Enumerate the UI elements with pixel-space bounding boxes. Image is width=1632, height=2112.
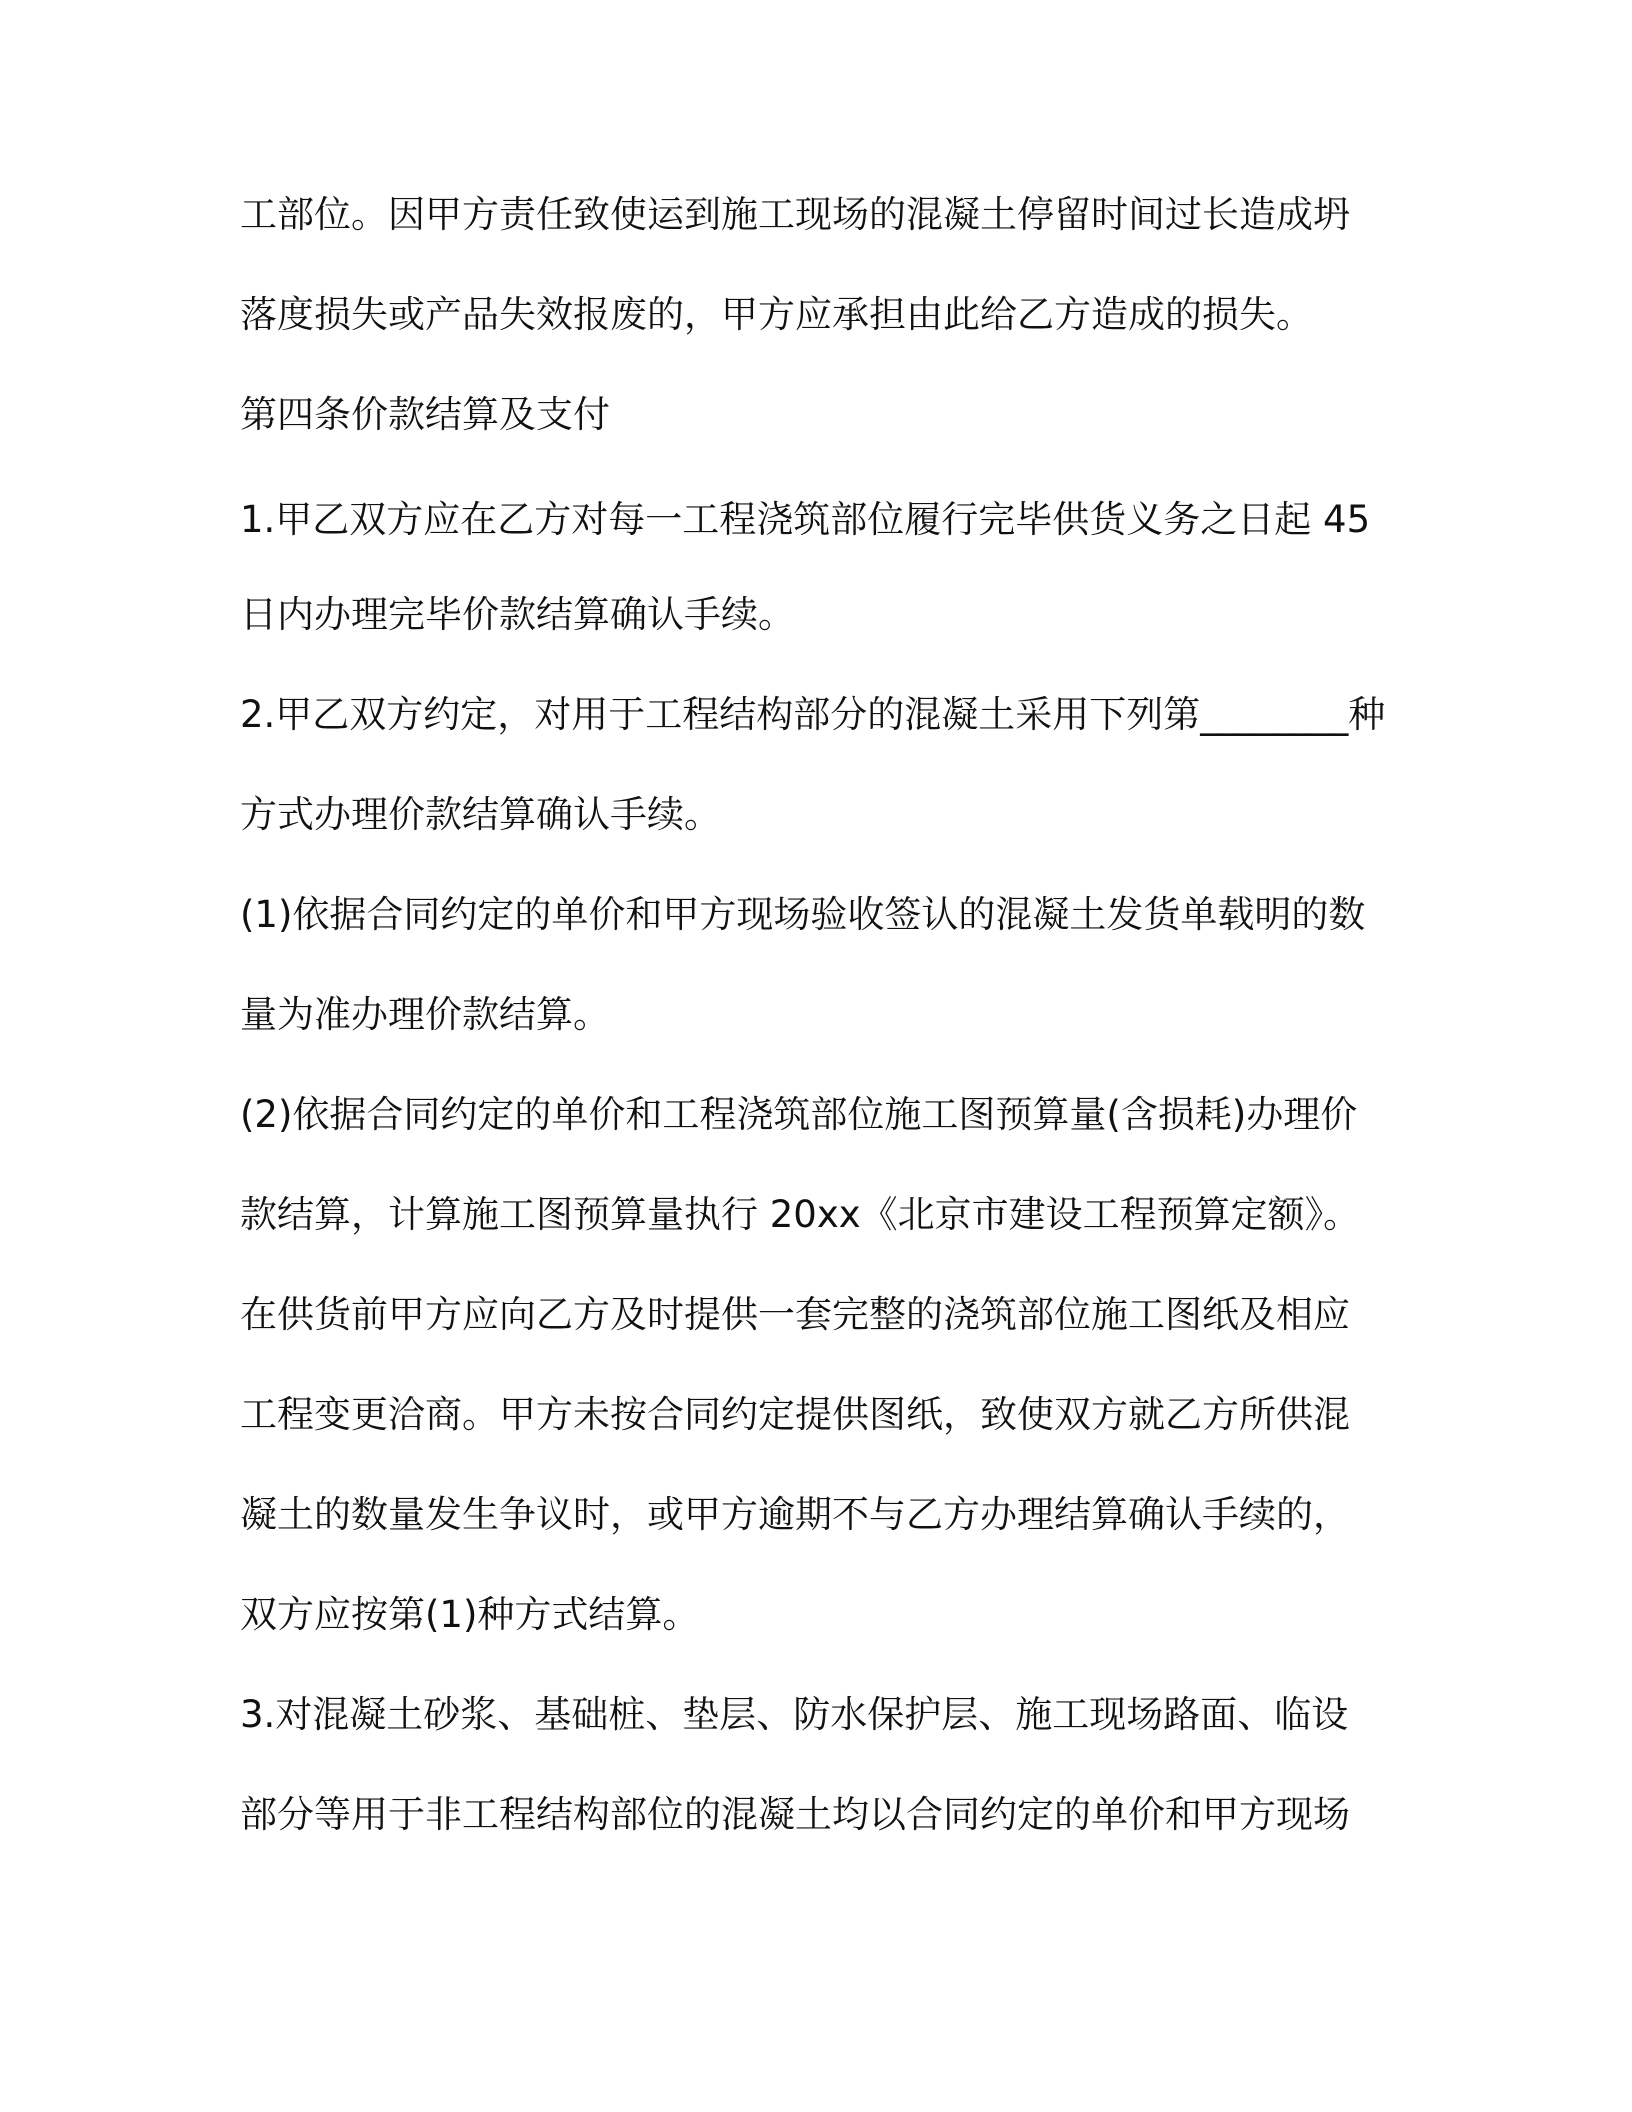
text-line: (1)依据合同约定的单价和甲方现场验收签认的混凝土发货单载明的数 — [240, 893, 1366, 936]
text-line: 3.对混凝土砂浆、基础桩、垫层、防水保护层、施工现场路面、临设 — [240, 1693, 1349, 1736]
text-line: 双方应按第(1)种方式结算。 — [240, 1593, 700, 1636]
text-line: 在供货前甲方应向乙方及时提供一套完整的浇筑部位施工图纸及相应 — [240, 1293, 1350, 1336]
text-line: 日内办理完毕价款结算确认手续。 — [240, 593, 795, 636]
text-line: 落度损失或产品失效报废的，甲方应承担由此给乙方造成的损失。 — [240, 293, 1313, 336]
text-line: 工程变更洽商。甲方未按合同约定提供图纸，致使双方就乙方所供混 — [240, 1393, 1350, 1436]
text-line: 1.甲乙双方应在乙方对每一工程浇筑部位履行完毕供货义务之日起 45 — [240, 498, 1371, 541]
text-line: (2)依据合同约定的单价和工程浇筑部位施工图预算量(含损耗)办理价 — [240, 1093, 1358, 1136]
section-heading: 第四条价款结算及支付 — [240, 393, 610, 436]
text-line: 量为准办理价款结算。 — [240, 993, 610, 1036]
text-line: 2.甲乙双方约定，对用于工程结构部分的混凝土采用下列第________种 — [240, 693, 1386, 736]
text-line: 凝土的数量发生争议时，或甲方逾期不与乙方办理结算确认手续的， — [240, 1493, 1350, 1536]
text-line: 工部位。因甲方责任致使运到施工现场的混凝土停留时间过长造成坍 — [240, 193, 1350, 236]
text-line: 款结算，计算施工图预算量执行 20xx《北京市建设工程预算定额》。 — [240, 1193, 1361, 1236]
text-line: 方式办理价款结算确认手续。 — [240, 793, 721, 836]
text-line: 部分等用于非工程结构部位的混凝土均以合同约定的单价和甲方现场 — [240, 1793, 1350, 1836]
